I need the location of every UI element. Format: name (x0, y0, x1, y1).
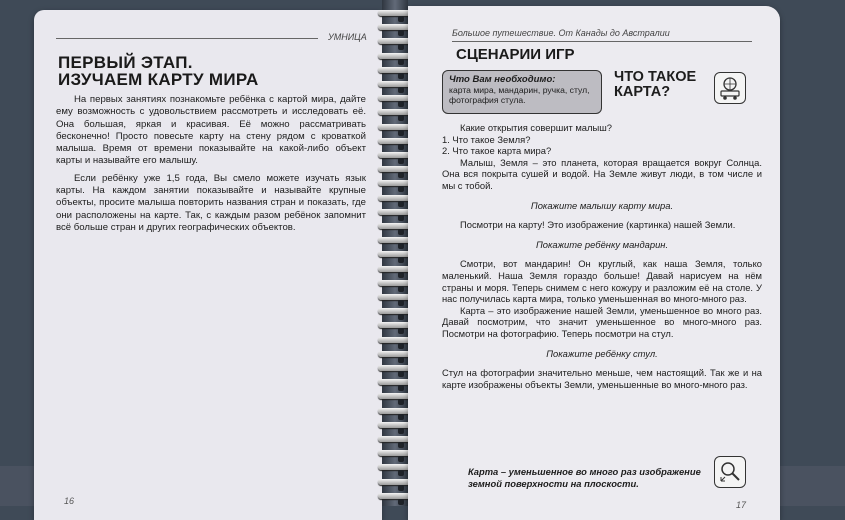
punch-hole (398, 343, 404, 349)
punch-hole (398, 172, 404, 178)
section-title-line-2: КАРТА? (614, 84, 671, 100)
punch-hole (398, 101, 404, 107)
punch-hole (398, 399, 404, 405)
punch-hole (398, 428, 404, 434)
materials-list: карта мира, мандарин, ручка, стул, фотография стула. (449, 85, 590, 105)
punch-hole (398, 44, 404, 50)
left-page (34, 10, 382, 520)
punch-hole (398, 158, 404, 164)
punch-hole (398, 59, 404, 65)
title-line-2: ИЗУЧАЕМ КАРТУ МИРА (58, 70, 259, 89)
punch-hole (398, 73, 404, 79)
paragraph: Стул на фотографии значительно меньше, чем настоящий. Так же и на карте изображены объекты Земли, уменьшенные во много-много раз. (442, 367, 762, 390)
punch-hole (398, 257, 404, 263)
punch-hole (398, 442, 404, 448)
paragraph: Посмотри на карту! Это изображение (картинка) нашей Земли. (460, 219, 736, 231)
punch-hole (398, 215, 404, 221)
punch-hole (398, 243, 404, 249)
header-rule (56, 38, 318, 39)
question-item: 1. Что такое Земля? (442, 133, 531, 145)
punch-hole (398, 229, 404, 235)
punch-hole (398, 30, 404, 36)
paragraph: Карта – это изображение нашей Земли, уменьшенное во много раз. Давай посмотрим, что значит уменьшенное во много-много раз. Посмотри на фотографию. Теперь посмотри на стул. (442, 304, 762, 339)
punch-hole (398, 300, 404, 306)
punch-hole (398, 385, 404, 391)
punch-hole (398, 144, 404, 150)
punch-hole (398, 499, 404, 505)
instruction-cue: Покажите ребёнку мандарин. (535, 238, 669, 250)
page-title (58, 54, 259, 88)
running-head-right: Большое путешествие. От Канады до Австралии (452, 28, 670, 38)
left-body (56, 94, 366, 239)
page-title: СЦЕНАРИИ ИГР (456, 46, 575, 63)
map-train-icon (714, 72, 746, 104)
paragraph: Если ребёнку уже 1,5 года, Вы смело можете изучать язык карты. На каждом занятии показывайте и называйте крупные объекты, просите малыша повторить названия стран и показать, где они расположены на карте. Так, с каждым разом ребёнок запомнит всё больше стран и других географических объектов. (56, 172, 366, 233)
punch-hole (398, 328, 404, 334)
magnifier-key-icon (714, 456, 746, 488)
running-head-left: УМНИЦА (328, 32, 367, 42)
punch-hole (398, 414, 404, 420)
materials-title: Что Вам необходимо: (449, 74, 556, 85)
punch-hole (398, 201, 404, 207)
question-item: 2. Что такое карта мира? (442, 145, 552, 157)
page-number-left: 16 (64, 496, 75, 506)
paragraph: Смотри, вот мандарин! Он круглый, как наша Земля, только маленький. Наша Земля гораздо больше! Давай нарисуем на нём страны и моря. Теперь снимем с него кожуру и разложим её на столе. У нас получилась карта мира, только уменьшенная во много-много раз. (442, 258, 762, 305)
punch-hole (398, 485, 404, 491)
materials-box (442, 70, 602, 114)
punch-hole (398, 130, 404, 136)
punch-hole (398, 314, 404, 320)
right-body (442, 122, 762, 390)
instruction-cue: Покажите малышу карту мира. (530, 199, 674, 211)
punch-hole (398, 87, 404, 93)
page-number-right: 17 (736, 500, 747, 510)
intro-question: Какие открытия совершит малыш? (460, 122, 612, 133)
paragraph: Малыш, Земля – это планета, которая вращается вокруг Солнца. Она вся покрыта сушей и водой. На Земле живут люди, в том числе и мы с тобой. (442, 156, 762, 191)
section-title-line-1: ЧТО ТАКОЕ (614, 69, 697, 85)
title-line-1: ПЕРВЫЙ ЭТАП. (58, 53, 193, 72)
paragraph: На первых занятиях познакомьте ребёнка с картой мира, дайте ему возможность с удовольствием рассмотреть и исследовать её. Она большая, яркая и красивая. Её можно рассматривать бесконечно! Просто повесьте карту на стену рядом с кроваткой малыша. Время от времени показывайте на какой-либо объект карты и называйте его малышу. (56, 94, 366, 167)
punch-hole (398, 371, 404, 377)
punch-hole (398, 286, 404, 292)
punch-hole (398, 272, 404, 278)
punch-hole (398, 357, 404, 363)
header-rule (452, 41, 752, 42)
right-page (408, 6, 780, 520)
conclusion: Карта – уменьшенное во много раз изображение земной поверхности на плоскости. (468, 466, 701, 489)
punch-hole (398, 16, 404, 22)
punch-hole (398, 186, 404, 192)
section-title (614, 70, 696, 100)
punch-hole (398, 115, 404, 121)
instruction-cue: Покажите ребёнку стул. (546, 347, 658, 359)
punch-hole (398, 456, 404, 462)
punch-hole (398, 470, 404, 476)
